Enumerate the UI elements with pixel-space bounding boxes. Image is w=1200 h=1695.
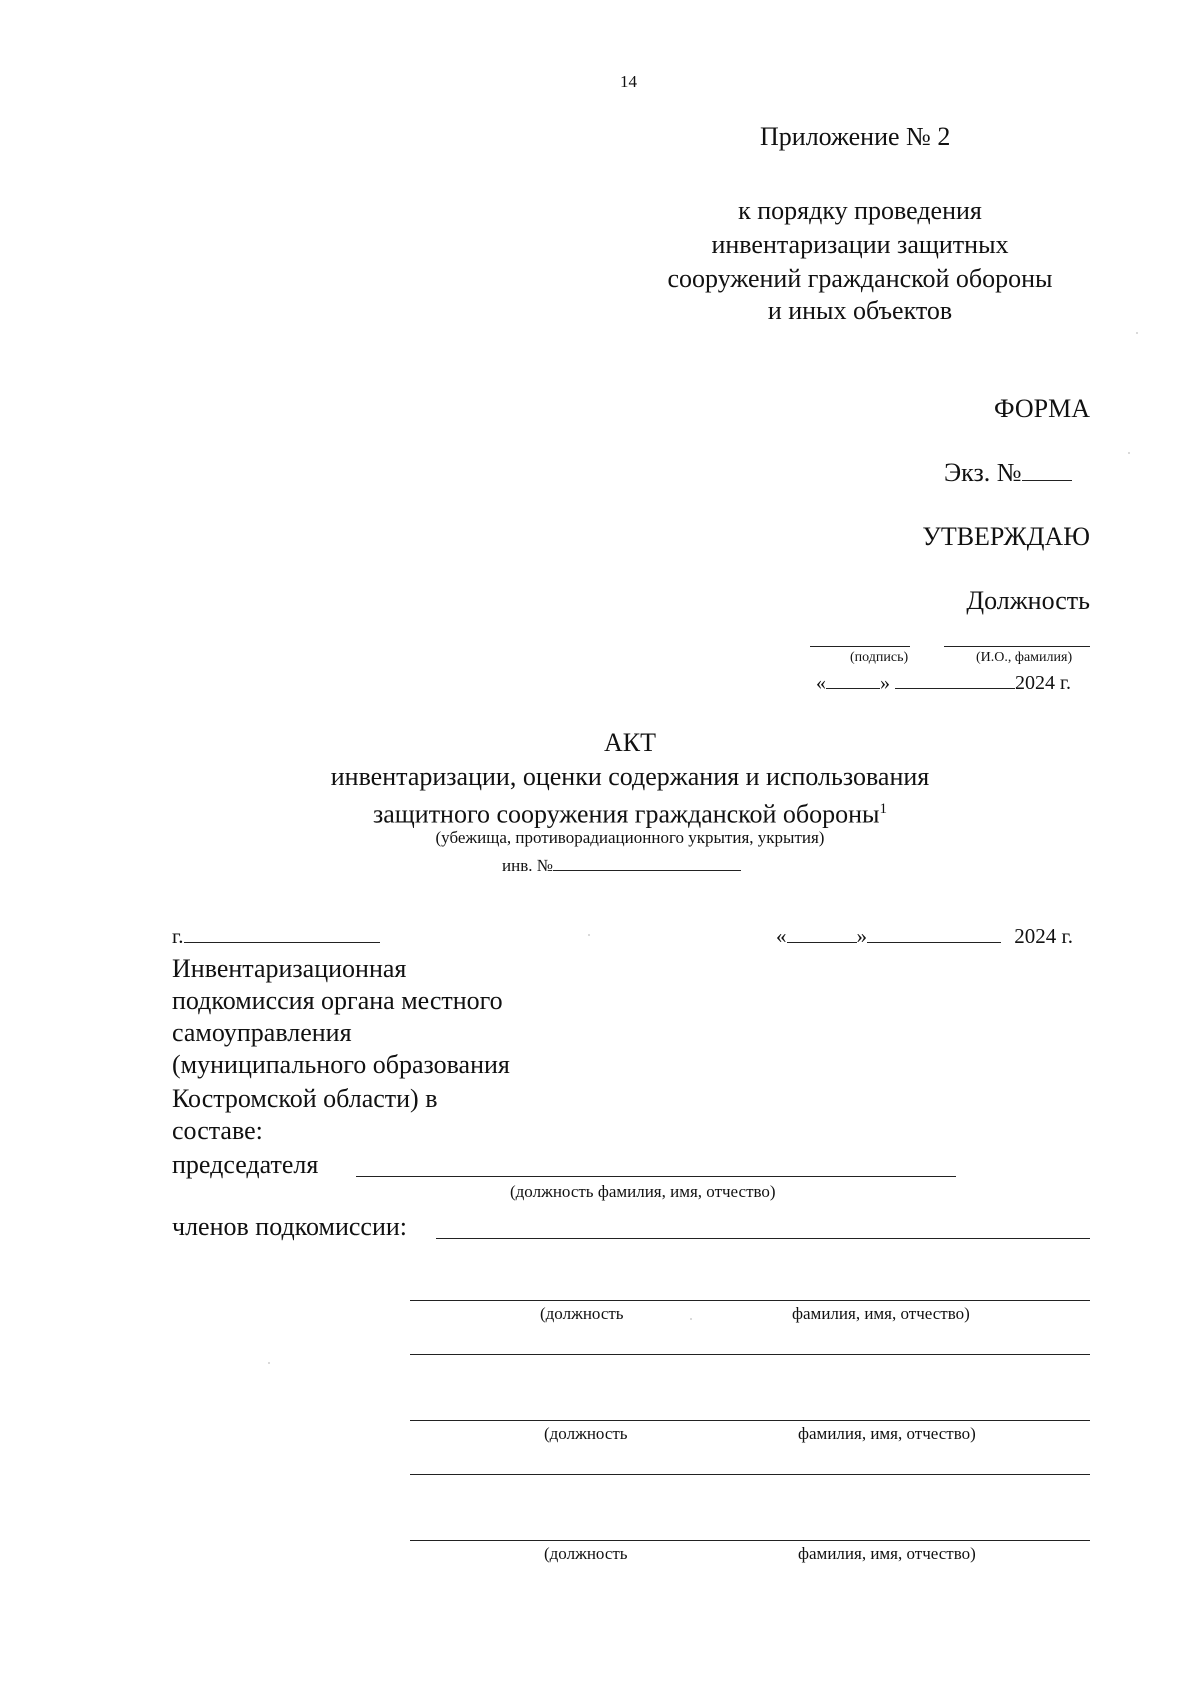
chairman-label: председателя [172,1150,319,1179]
act-line-1: инвентаризации, оценки содержания и использования [330,762,930,791]
copy-number [944,458,1072,488]
approver-name-line[interactable] [944,646,1090,647]
appendix-title: Приложение № 2 [760,122,951,151]
member-2-position-caption: (должность [544,1424,628,1443]
act-line-2 [0,794,1200,830]
copy-label: Экз. № [944,458,1022,487]
act-month-blank[interactable] [867,924,1001,943]
act-date [776,924,1073,948]
body-line-4: (муниципального образования [172,1050,510,1079]
inv-label: инв. № [502,856,553,875]
scan-speck [268,1362,270,1364]
member-1-name-caption: фамилия, имя, отчество) [792,1304,970,1323]
act-quote-close: » [856,924,867,948]
scan-speck [1136,332,1138,334]
inv-number-blank[interactable] [553,852,741,871]
approve-title: УТВЕРЖДАЮ [922,522,1090,551]
act-title: АКТ [604,728,656,757]
scan-speck [690,1318,692,1320]
approval-quote-open: « [816,672,826,694]
approval-month-blank[interactable] [895,670,1015,689]
form-label: ФОРМА [994,394,1090,423]
appendix-to-line-1: к порядку проведения [738,196,982,225]
inv-number [502,852,741,876]
body-line-3: самоуправления [172,1018,352,1047]
act-quote-open: « [776,924,787,948]
signature-line[interactable] [810,646,910,647]
body-line-1: Инвентаризационная [172,954,407,983]
scan-speck [588,934,590,936]
member-2-second-line[interactable] [410,1474,1090,1475]
approval-day-blank[interactable] [826,670,880,689]
appendix-to-line-3: сооружений гражданской обороны [667,264,1053,293]
act-line-2-text: защитного сооружения гражданской обороны [372,799,880,829]
member-1-second-line[interactable] [410,1354,1090,1355]
body-line-6: составе: [172,1116,263,1145]
member-1-position-caption: (должность [540,1304,624,1323]
member-3-line[interactable] [410,1540,1090,1541]
approval-year: 2024 г. [1015,672,1071,694]
member-line-0[interactable] [436,1238,1090,1239]
appendix-to-line-2: инвентаризации защитных [711,230,1009,259]
approval-quote-close: » [880,672,890,694]
act-year: 2024 г. [1014,924,1073,948]
page-number: 14 [620,72,637,91]
copy-number-blank[interactable] [1022,458,1072,481]
city-blank[interactable] [184,924,380,943]
approval-date [816,670,1071,695]
city-prefix: г. [172,924,184,948]
city-field [172,924,380,948]
act-day-blank[interactable] [787,924,857,943]
member-2-name-caption: фамилия, имя, отчество) [798,1424,976,1443]
member-2-line[interactable] [410,1420,1090,1421]
signature-caption: (подпись) [850,650,909,665]
approve-position: Должность [966,586,1090,615]
body-line-2: подкомиссия органа местного [172,986,503,1015]
approver-name-caption: (И.О., фамилия) [976,650,1073,665]
footnote-mark: 1 [879,801,888,817]
member-3-position-caption: (должность [544,1544,628,1563]
member-3-name-caption: фамилия, имя, отчество) [798,1544,976,1563]
act-subtitle: (убежища, противорадиационного укрытия, укрытия) [435,828,825,847]
chairman-caption: (должность фамилия, имя, отчество) [510,1182,776,1201]
member-1-line[interactable] [410,1300,1090,1301]
chairman-line[interactable] [356,1176,956,1177]
members-label: членов подкомиссии: [172,1212,407,1241]
appendix-to-line-4: и иных объектов [767,296,953,325]
scan-speck [1128,452,1130,454]
body-line-5: Костромской области) в [172,1084,438,1113]
